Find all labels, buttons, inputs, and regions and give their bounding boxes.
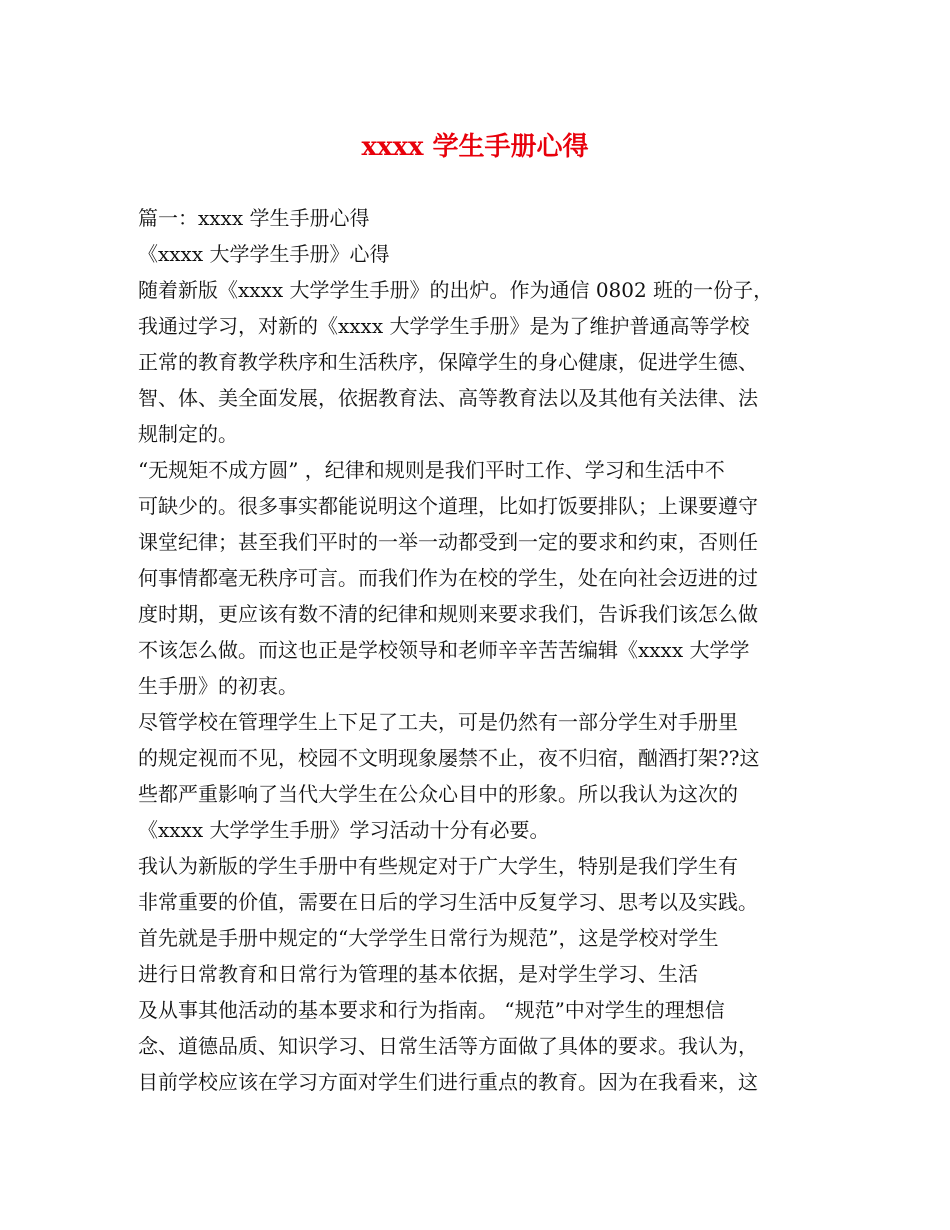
document-title: xxxx 学生手册心得 — [361, 132, 589, 162]
text-line: 课堂纪律；甚至我们平时的一举一动都受到一定的要求和约束，否则任 — [138, 530, 758, 554]
text-line: 我认为新版的学生手册中有些规定对于广大学生，特别是我们学生有 — [138, 854, 738, 878]
text-line: 正常的教育教学秩序和生活秩序，保障学生的身心健康，促进学生德、 — [138, 350, 758, 374]
text-line: 随着新版《xxxx 大学学生手册》的出炉。作为通信 0802 班的一份子， — [138, 278, 774, 302]
text-line: 《xxxx 大学学生手册》心得 — [138, 242, 390, 266]
text-line: 念、道德品质、知识学习、日常生活等方面做了具体的要求。我认为， — [138, 1034, 758, 1058]
text-line: 我通过学习，对新的《xxxx 大学学生手册》是为了维护普通高等学校 — [138, 314, 750, 338]
text-line: 首先就是手册中规定的“大学学生日常行为规范”，这是学校对学生 — [138, 926, 719, 950]
text-line: 非常重要的价值，需要在日后的学习生活中反复学习、思考以及实践。 — [138, 890, 758, 914]
text-line: 可缺少的。很多事实都能说明这个道理，比如打饭要排队；上课要遵守 — [138, 494, 758, 518]
text-line: 度时期，更应该有数不清的纪律和规则来要求我们，告诉我们该怎么做 — [138, 602, 758, 626]
text-line: 规制定的。 — [138, 422, 238, 446]
text-line: 不该怎么做。而这也正是学校领导和老师辛辛苦苦编辑《xxxx 大学学 — [138, 638, 750, 662]
text-line: 《xxxx 大学学生手册》学习活动十分有必要。 — [138, 818, 550, 842]
text-line: 些都严重影响了当代大学生在公众心目中的形象。所以我认为这次的 — [138, 782, 738, 806]
text-line: 生手册》的初衷。 — [138, 674, 298, 698]
text-line: 目前学校应该在学习方面对学生们进行重点的教育。因为在我看来，这 — [138, 1070, 758, 1094]
text-line: 的规定视而不见，校园不文明现象屡禁不止，夜不归宿，酗酒打架??这 — [138, 746, 760, 770]
text-line: 智、体、美全面发展，依据教育法、高等教育法以及其他有关法律、法 — [138, 386, 758, 410]
text-line: 何事情都毫无秩序可言。而我们作为在校的学生，处在向社会迈进的过 — [138, 566, 758, 590]
text-line: 尽管学校在管理学生上下足了工夫，可是仍然有一部分学生对手册里 — [138, 710, 738, 734]
text-line: 进行日常教育和日常行为管理的基本依据，是对学生学习、生活 — [138, 962, 698, 986]
text-line: 及从事其他活动的基本要求和行为指南。 “规范”中对学生的理想信 — [138, 998, 725, 1022]
text-line: “无规矩不成方圆” ，纪律和规则是我们平时工作、学习和生活中不 — [138, 458, 725, 482]
text-line: 篇一：xxxx 学生手册心得 — [138, 206, 370, 230]
